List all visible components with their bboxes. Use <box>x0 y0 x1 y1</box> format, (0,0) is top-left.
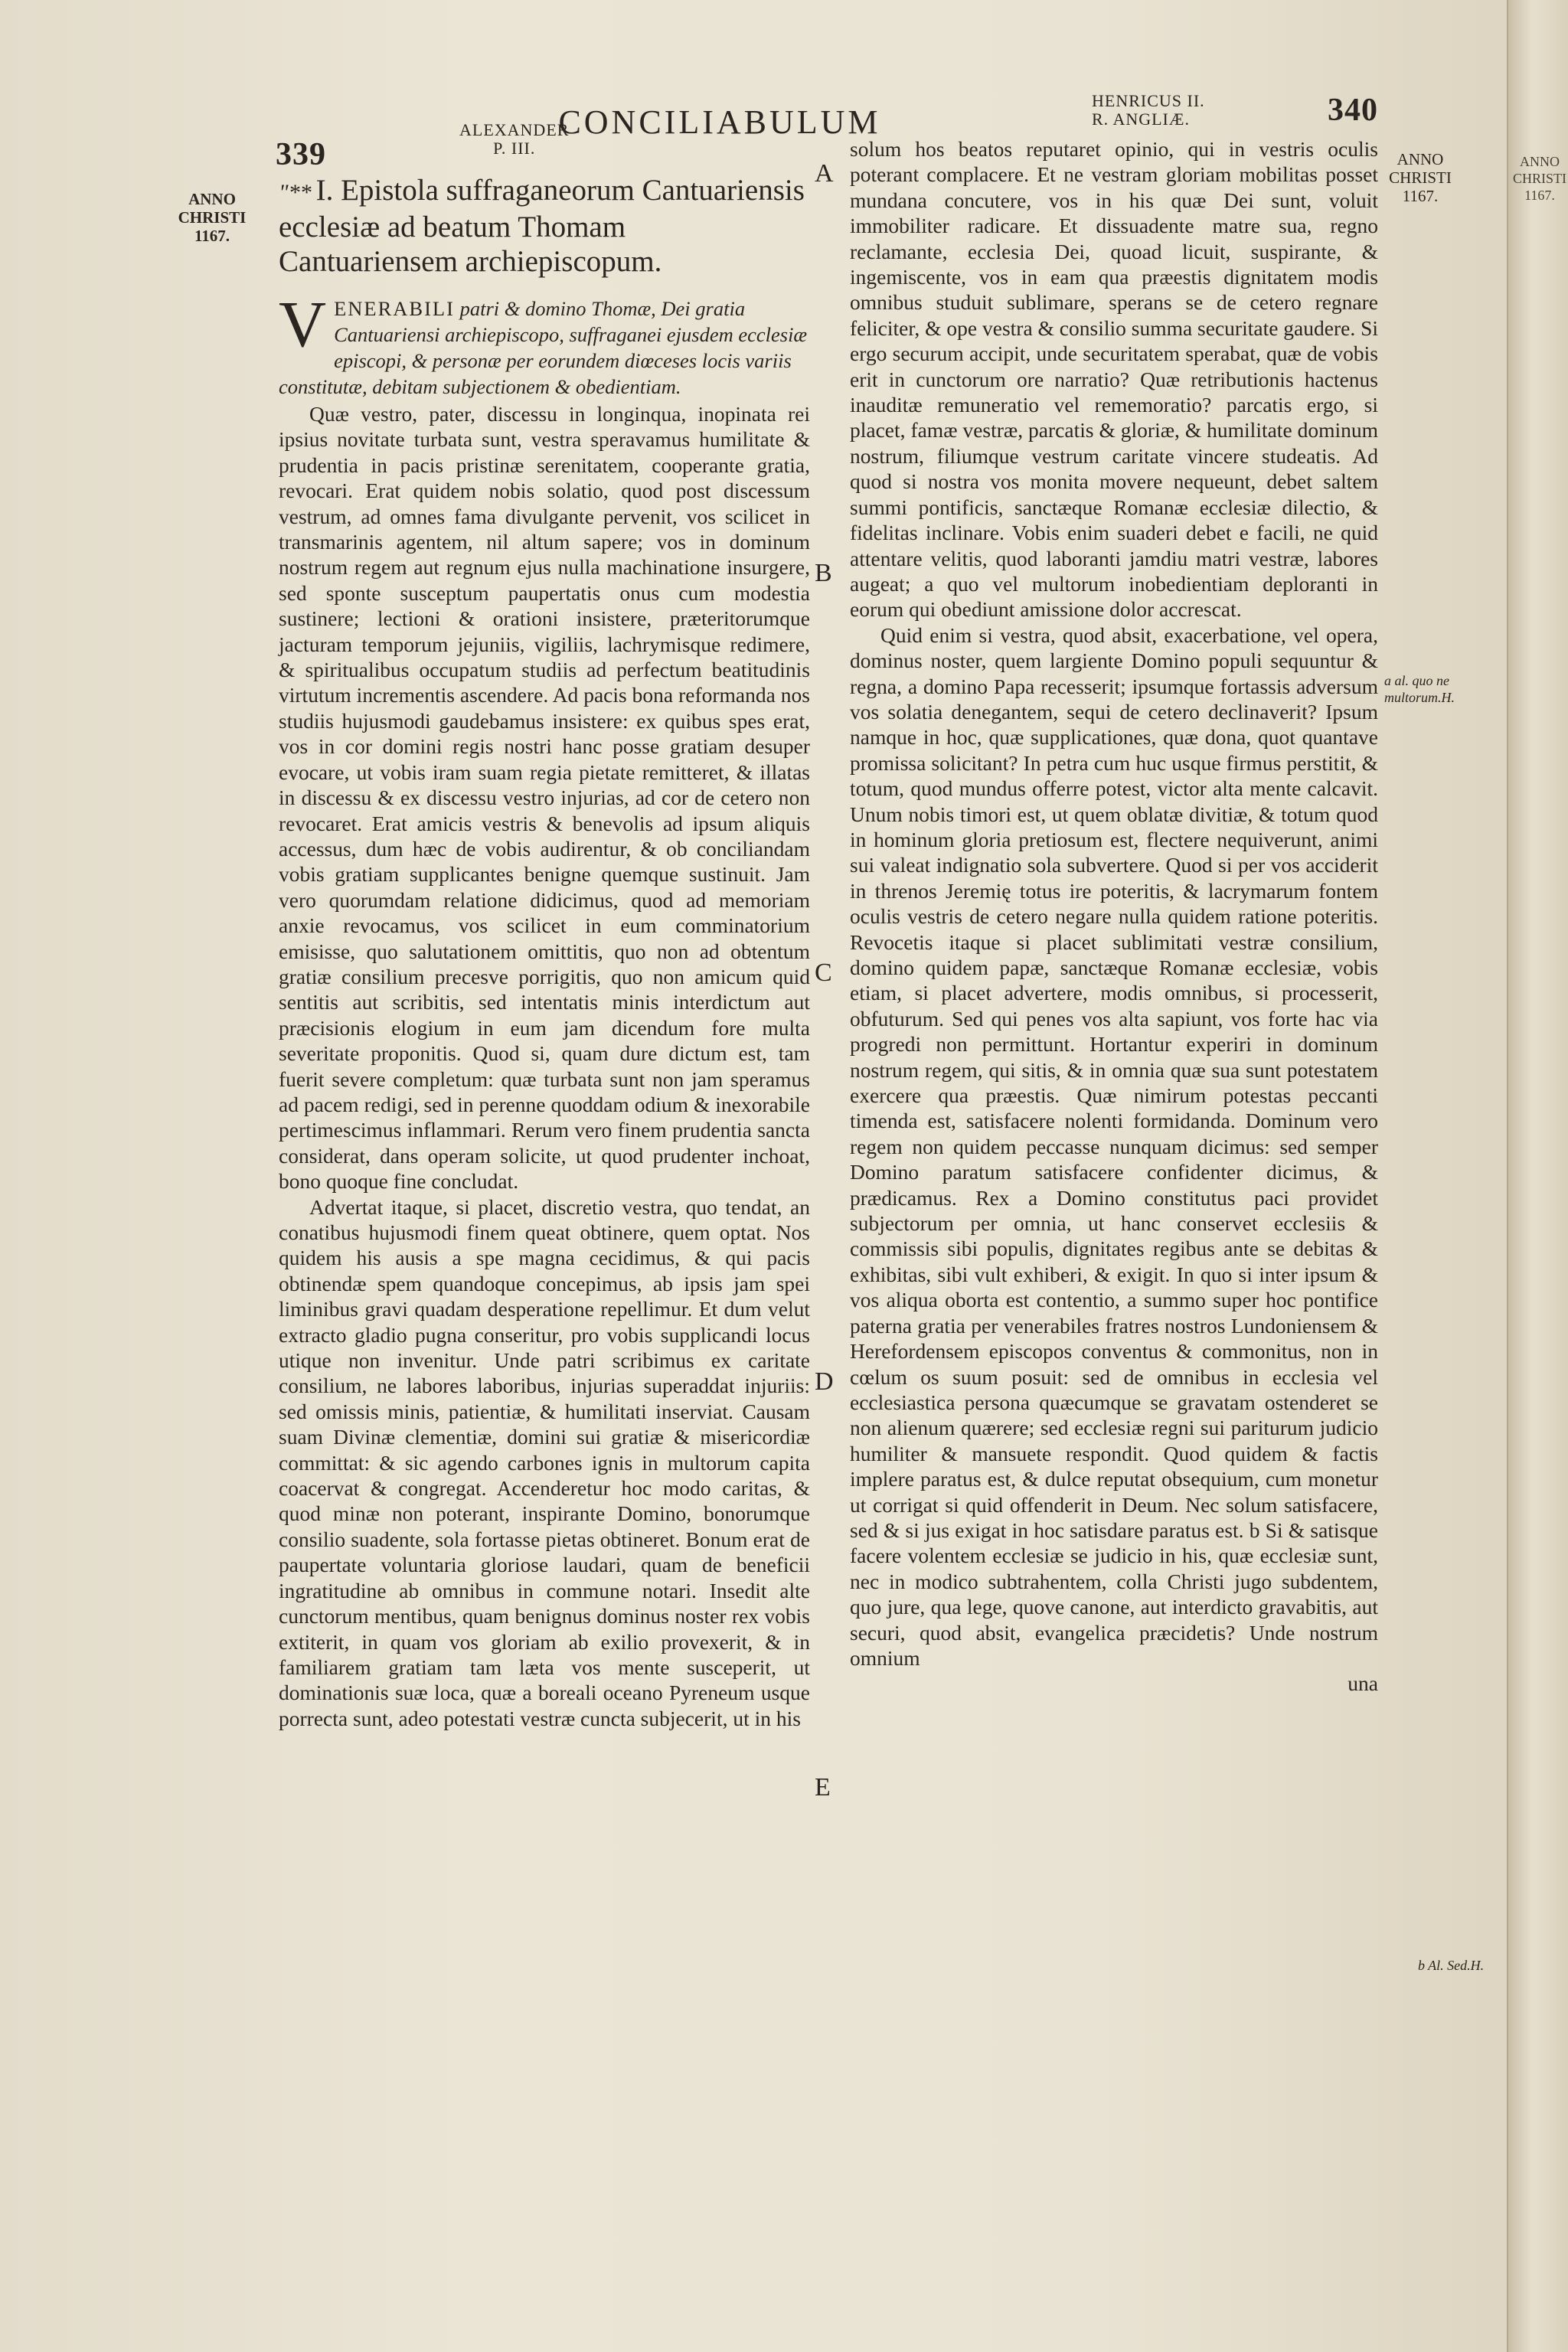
catchword: una <box>1348 1671 1378 1696</box>
paragraph-1: Quæ vestro, pater, discessu in longinqua, inopinata rei ipsius novitate turbata sunt, vestra speravamus humilitate & prudentia in pacis pristinæ serenitatem, cooperante gratia, revocari. Erat quidem nobis solatio, quod post discessum vestrum, ad omnes fama divulgante pervenit, vos scilicet in transmarinis agentem, nil altum sapere; vos in dominum nostrum regem aut regnum ejus nulla machinatione insurgere, sed sponte susceptum paupertatis onus cum modestia sustinere; lectioni & orationi insistere, præteritorumque jacturam temporum jejuniis, vigiliis, lachrymisque redimere, & spiritualibus occupatum studiis ad perfectum beatitudinis virtutum incrementis ascendere. Ad pacis bona reformanda nos studiis hujusmodi gaudebamus insistere: ex quibus spes erat, vos in cor domini regis nostri hanc posse gratiam desuper evocare, ut vobis iram suam regia pietate remitteret, & illatas in discessu & ex discessu vestro injurias, ad cor de cetero non revocaret. Erat amicis vestris & benevolis ad ipsum aliquis accessus, dum hæc de vobis audirentur, & ob conciliandam vobis gratiam supplicantes benigne quemque sustinuit. Jam vero quorumdam relatione didicimus, quod ad memoriam anxie revocamus, vos scilicet in eum comminatorium emisisse, quo salutationem omittitis, quo non ad obtentum gratiæ consilium precesve porrigitis, quo non amicum quid sentitis aut scribitis, sed intentatis minis interdictum aut præcisionis elogium in eum jam dicendum fore multa severitate proponitis. Quod si, quam dure dictum est, tam fuerit severe completum: quæ turbata sunt non jam speramus ad pacem redigi, sed in perenne quoddam odium & inexorabile pertimescimus inflammari. Rerum vero finem prudentia sancta considerat, dans operam solicite, ut quod prudenter inchoat, bono quoque fine concludat. <box>279 402 810 1194</box>
running-title: CONCILIABULUM <box>558 103 881 141</box>
salutation <box>279 287 810 400</box>
salutation-text: patri & domino Thomæ, Dei gratia Cantuariensi archiepiscopo, suffraganei ejusdem ecclesiæ episcopi, & personæ per eorundem diœceses locis variis constitutæ, debitam subjectionem & obedientiam. <box>279 297 808 398</box>
left-column <box>279 173 810 1731</box>
running-head-right: HENRICUS II. R. ANGLIÆ. <box>1092 91 1205 129</box>
margin-year-right: ANNO CHRISTI 1167. <box>1389 150 1452 205</box>
paragraph-3: solum hos beatos reputaret opinio, qui in vestris oculis poterant complacere. Et ne vestram gloriam mobilitas posset mundana concutere, vos in his quæ Dei sunt, voluit immobiliter radicare. Et dissuadente matre sua, regno reclamante, ecclesia Dei, quoad licuit, suspirante, & ingemiscente, vos in eam qua præestis dignitatem modis omnibus studuit sublimare, sperans se de cetero regnare feliciter, & ope vestra & consilio summa securitate gaudere. Si ergo securum accipit, unde securitatem sperabat, quæ de vobis erit in cunctorum ore narratio? Quæ retributionis hactenus inauditæ remuneratio vel rememoratio? parcatis ergo, si placet, famæ vestræ, parcatis & gloriæ, & humilitate dominum nostrum, filiumque vestrum caritate vincere studeatis. Ad quod si nostra vos monita movere nequeunt, debet saltem summi pontificis, sanctæque Romanæ ecclesiæ dilectio, & fidelitas inclinare. Vobis enim suaderi debet e facili, ne quid attentare velitis, quod laboranti jamdiu matri vestræ, labores augeat; a quo vel multorum inobedientiam deploranti in eorum qui obediunt amissione dolor accrescat. <box>850 137 1378 622</box>
section-letter-d: D <box>815 1367 834 1396</box>
section-letter-a: A <box>815 159 834 188</box>
title-mark: "** <box>279 180 312 205</box>
right-column <box>850 136 1378 1697</box>
margin-year-next-page: ANNO CHRISTI 1167. <box>1513 154 1567 203</box>
epistle-title <box>279 173 810 279</box>
paragraph-2: Advertat itaque, si placet, discretio vestra, quo tendat, an conatibus hujusmodi finem queat obtinere, quem optat. Nos quidem his ausis a spe magna cecidimus, & qui pacis obtinendæ spem quandoque concepimus, ab ipsis jam spei liminibus gravi quadam desperatione repellimur. Et dum velut extracto gladio pugna conseritur, pro vobis supplicandi locus utique non invenitur. Unde patri scribimus ex caritate consilium, ne labores laboribus, injurias superaddat injuriis: sed omissis minis, patientiæ, & humilitati inserviat. Causam suam Divinæ clementiæ, domini sui gratiæ & misericordiæ committat: & sic agendo carbones ignis in multorum capita coacervat & congregat. Accenderetur hoc modo caritas, & quod minæ non poterant, inspirante Domino, bonorumque consilio suadente, sola fortasse pietas obtineret. Bonum erat de paupertate voluntaria gloriose laudari, quam de beneficii ingratitudine ab omnibus in commune notari. Insedit alte cunctorum mentibus, quam benignus dominus noster rex vobis extiterit, in quam vos gloriam ab exilio provexerit, & in familiarem gratiam tam læta vos mente susceperit, ut dominationis suæ loca, quæ a boreali oceano Pyreneum usque porrecta sunt, adeo potestati vestræ cuncta subjecerit, ut in his <box>279 1194 810 1730</box>
salutation-smallcaps: ENERABILI <box>334 297 455 320</box>
title-text: I. Epistola suffraganeorum Cantuariensis ecclesiæ ad beatum Thomam Cantuariensem archiepiscopum. <box>279 174 805 278</box>
side-note-b: b Al. Sed.H. <box>1418 1958 1485 1973</box>
section-letter-e: E <box>815 1773 831 1802</box>
drop-cap: V <box>279 287 327 361</box>
margin-year-left: ANNO CHRISTI 1167. <box>178 190 247 245</box>
page-number-left: 339 <box>276 137 326 172</box>
next-page-edge <box>1507 0 1568 2352</box>
side-note-a: a al. quo ne multorum.H. <box>1384 673 1455 705</box>
paragraph-4: Quid enim si vestra, quod absit, exacerbatione, vel opera, dominus noster, quem largiente Domino populi sequuntur & regna, a domino Papa recesserit; ipsumque fortassis adversum vos solatia denegantem, sequi de cetero declinaverit? Ipsum namque in hoc, quæ supplicationes, quæ dona, quot quantave promissa solicitant? In petra cum huc usque firmus perstitit, & totum, quod mundus offerre potest, victor alta mente calcavit. Unum nobis timori est, ut quem oblatæ divitiæ, & totum quod in hominum gloria pretiosum est, flectere nequiverunt, animi sui valeat indignatio sola subvertere. Quod si per vos acciderit in threnos Jeremię totus ire poteritis, & lacrymarum fontem oculis vestris de cetero negare nulla quidem ratione poteritis. Revocetis itaque si placet sublimitati vestræ consilium, domino quidem papæ, sanctæque Romanæ ecclesiæ, vobis etiam, si placet advertere, modis omnibus, si processerit, obfuturum. Sed qui penes vos alta sapiunt, vos forte hac via progredi non permittunt. Hortantur experiri in dominum nostrum regem, qui sitis, & in omnia quæ sua sunt potestatem exercere qua præestis. Quæ nimirum potestas peccanti timenda est, satisfacere nolenti formidanda. Dominum vero regem non quidem peccasse nunquam dicimus: sed semper Domino paratum satisfacere confidenter dicimus, & prædicamus. Rex a Domino constitutus paci providet subjectorum per omnia, ut hanc conservet ecclesiis & commissis sibi populis, dignitates regibus ante se debitas & exhibitas, sibi vult exhiberi, & exigit. In quo si inter ipsum & vos aliqua oborta est contentio, a summo super hoc pontifice paterna gratia per venerabiles fratres nostros Lundoniensem & Herefordensem episcopos conventus & commonitus, non in cœlum os suum posuit: sed de omnibus in ecclesia vel ecclesiastica persona quæcumque se gravatam ostenderet se non alienum quærere; sed ecclesiæ regni sui pariturum judicio humiliter & mansuete respondit. Quod quidem & factis implere paratus est, & dulce reputat obsequium, cum monetur ut corrigat si quid offenderit in Deum. Nec solum satisfacere, sed & si jus exigat in hoc satisdare paratus est. b Si & satisque facere volentem ecclesiæ se judicio in his, quæ ecclesiæ sunt, nec in modico subtrahentem, colla Christi jugo subdentem, quo jure, qua lege, quove canone, aut interdicto gravabitis, aut securi, quod absit, evangelica præcidetis? Unde nostrum omnium <box>850 622 1378 1670</box>
section-letter-c: C <box>815 959 832 987</box>
running-head-left: ALEXANDER P. III. <box>459 120 570 158</box>
section-letter-b: B <box>815 559 832 587</box>
page-number-right: 340 <box>1328 93 1378 128</box>
